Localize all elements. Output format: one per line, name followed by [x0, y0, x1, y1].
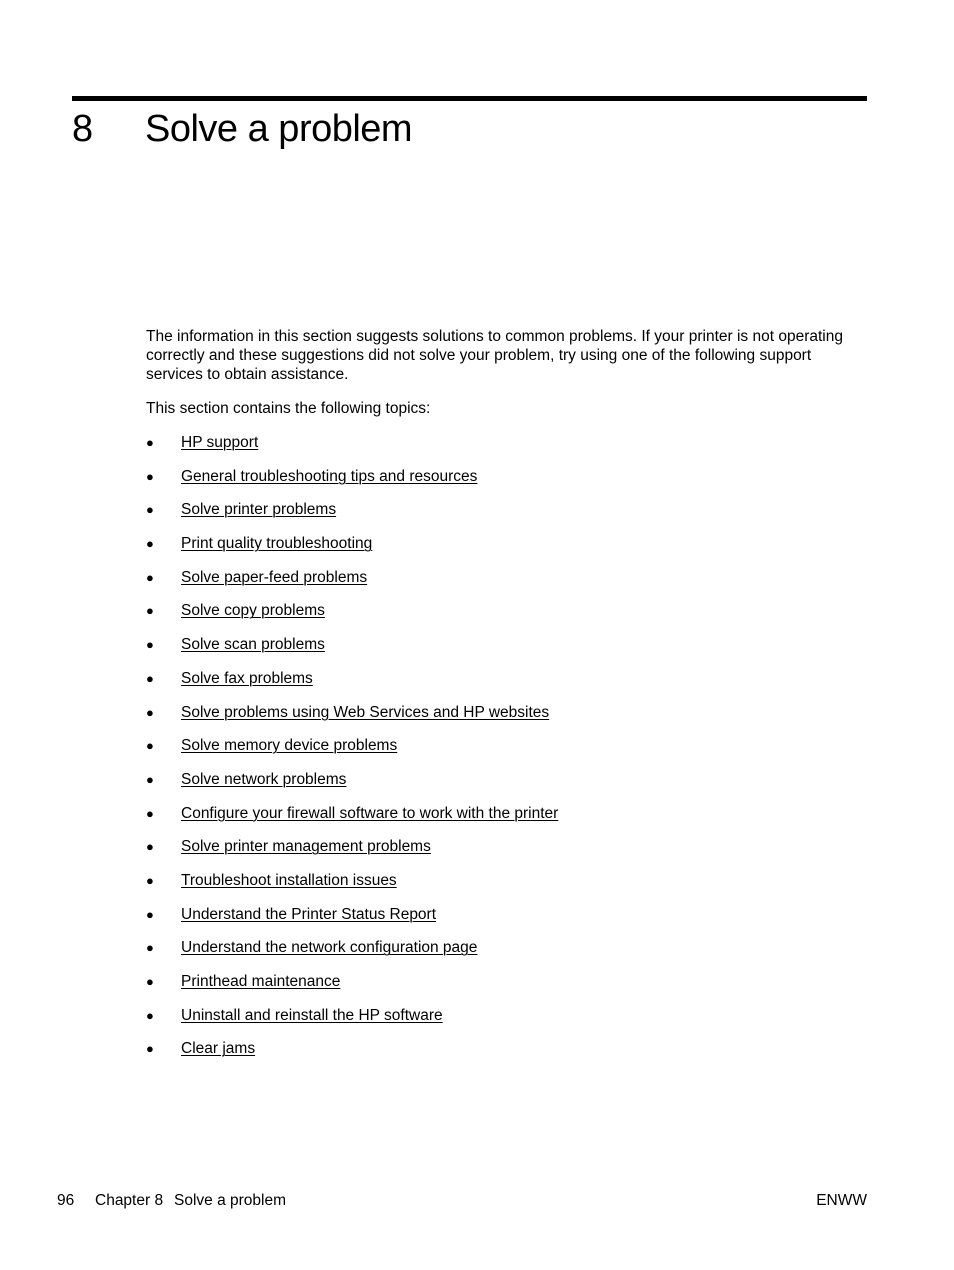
intro-paragraph: The information in this section suggests solutions to common problems. If your printer is not operating correctly and these suggestions did not solve your problem, try using one of the following support services to obtain assistance. [146, 328, 843, 383]
topic-link[interactable]: Solve paper-feed problems [181, 568, 368, 586]
list-item [146, 433, 558, 467]
bullet-icon: ● [146, 435, 154, 450]
bullet-icon: ● [146, 974, 154, 989]
footer-chapter-label: Chapter 8 [95, 1192, 164, 1209]
topic-link[interactable]: Clear jams [181, 1040, 256, 1058]
topic-link[interactable]: Solve fax problems [181, 669, 313, 687]
bullet-icon: ● [146, 603, 154, 619]
topic-link[interactable]: Solve copy problems [181, 602, 325, 620]
bullet-icon: ● [146, 1007, 154, 1023]
footer-edition: ENWW [816, 1192, 867, 1209]
bullet-icon: ● [146, 872, 154, 888]
bullet-icon: ● [146, 771, 154, 787]
bullet-icon: ● [146, 536, 154, 552]
bullet-icon: ● [146, 569, 154, 585]
footer-left [57, 1191, 286, 1210]
list-item [146, 635, 558, 669]
topic-link[interactable]: Configure your firewall software to work with the printer [181, 804, 559, 822]
list-item [146, 972, 558, 1006]
chapter-rule [72, 96, 867, 101]
topic-link[interactable]: Understand the network configuration page [181, 939, 478, 957]
bullet-icon: ● [146, 805, 154, 821]
bullet-icon: ● [146, 1041, 154, 1057]
list-item [146, 871, 558, 905]
topic-link[interactable]: Solve memory device problems [181, 737, 398, 755]
list-item [146, 669, 558, 703]
topics-list [146, 433, 558, 1073]
list-item [146, 500, 558, 534]
list-item [146, 770, 558, 804]
topic-link[interactable]: Understand the Printer Status Report [181, 905, 437, 923]
list-item [146, 804, 558, 838]
list-item [146, 601, 558, 635]
topic-link[interactable]: General troubleshooting tips and resources [181, 467, 478, 485]
list-item [146, 1006, 558, 1040]
list-item [146, 703, 558, 737]
topic-link[interactable]: Solve network problems [181, 770, 347, 788]
bullet-icon: ● [146, 704, 154, 720]
list-item [146, 568, 558, 602]
bullet-icon: ● [146, 906, 154, 922]
bullet-icon: ● [146, 670, 154, 686]
bullet-icon: ● [146, 502, 154, 518]
topic-link[interactable]: Print quality troubleshooting [181, 535, 373, 553]
chapter-number: 8 [72, 108, 93, 150]
bullet-icon: ● [146, 839, 154, 855]
topic-link[interactable]: Solve scan problems [181, 636, 325, 654]
topic-link[interactable]: Solve printer problems [181, 501, 337, 519]
topic-link[interactable]: HP support [181, 434, 259, 451]
list-item [146, 1039, 558, 1073]
bullet-icon: ● [146, 738, 154, 754]
bullet-icon: ● [146, 468, 154, 484]
list-item [146, 736, 558, 770]
bullet-icon: ● [146, 637, 154, 653]
list-item [146, 905, 558, 939]
topic-link[interactable]: Solve printer management problems [181, 838, 431, 856]
chapter-title: Solve a problem [145, 108, 413, 150]
list-item [146, 467, 558, 501]
topic-link[interactable]: Uninstall and reinstall the HP software [181, 1006, 443, 1024]
list-item [146, 837, 558, 871]
footer-page-number: 96 [57, 1192, 75, 1209]
footer-chapter-title: Solve a problem [174, 1192, 287, 1209]
list-item [146, 938, 558, 972]
bullet-icon: ● [146, 940, 154, 956]
topic-link[interactable]: Printhead maintenance [181, 973, 341, 990]
topic-link[interactable]: Solve problems using Web Services and HP websites [181, 703, 550, 721]
list-item [146, 534, 558, 568]
topics-lead: This section contains the following topics: [146, 400, 431, 417]
topic-link[interactable]: Troubleshoot installation issues [181, 871, 397, 889]
